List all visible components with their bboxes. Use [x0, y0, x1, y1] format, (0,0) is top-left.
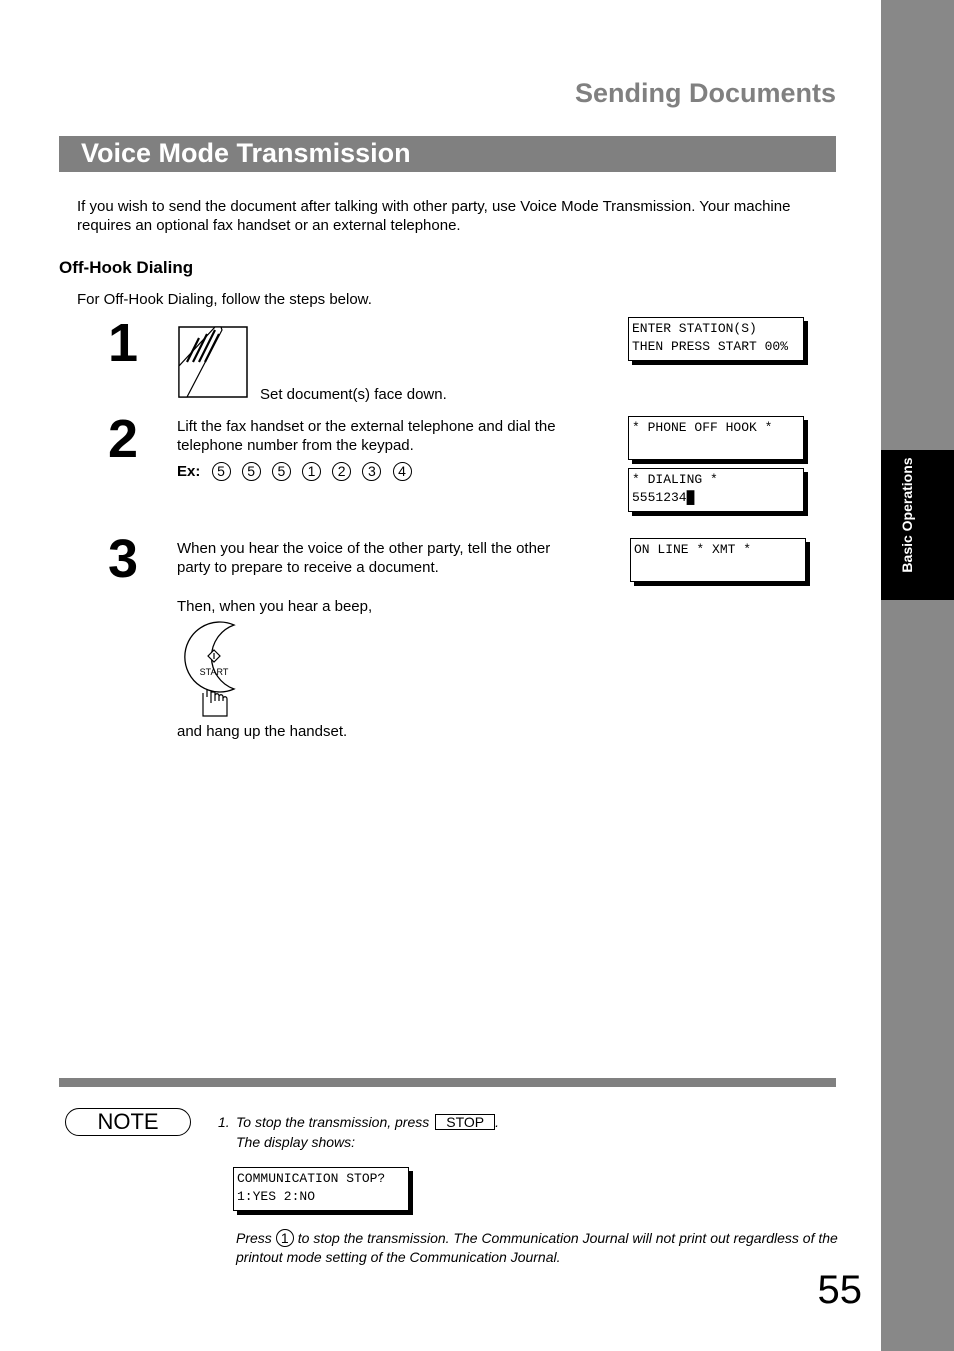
step-2-text: Lift the fax handset or the external telephone and dial the telephone number from the keypad. [177, 418, 556, 454]
lcd-line: * DIALING * [632, 472, 718, 487]
keypad-key: 5 [242, 462, 261, 481]
note-item-number: 1. [218, 1114, 230, 1130]
intro-paragraph: If you wish to send the document after talking with other party, use Voice Mode Transmission. Your machine requires an optional fax handset or an external telephone. [77, 198, 791, 234]
keypad-key: 5 [212, 462, 231, 481]
note-line-1 [236, 1113, 499, 1132]
start-button-label: START [199, 667, 229, 677]
stop-key: STOP [435, 1114, 495, 1130]
keypad-key: 1 [302, 462, 321, 481]
page-title: Voice Mode Transmission [81, 138, 411, 168]
example-label: Ex: [177, 463, 201, 480]
step-3-text-3: and hang up the handset. [177, 723, 348, 740]
note-divider [59, 1078, 836, 1087]
keypad-key: 4 [393, 462, 412, 481]
lcd-line: * PHONE OFF HOOK * [632, 420, 773, 435]
lcd-line: ON LINE * XMT * [634, 542, 752, 557]
sub-intro: For Off-Hook Dialing, follow the steps below. [77, 291, 372, 308]
lcd-line: 1:YES 2:NO [237, 1189, 316, 1204]
step-3-text-2: Then, when you hear a beep, [177, 598, 373, 615]
step-3-text: When you hear the voice of the other party, tell the other party to prepare to receive a document. [177, 540, 551, 576]
step-1-number: 1 [108, 313, 139, 373]
keypad-key: 5 [272, 462, 291, 481]
note-text: To stop the transmission, press [236, 1114, 430, 1130]
step-3-number: 3 [108, 529, 139, 589]
document-icon [177, 326, 249, 398]
note-press: Press [236, 1230, 272, 1246]
lcd-line: ENTER STATION(S) [632, 321, 757, 336]
start-button [177, 621, 251, 717]
lcd-line: 5551234█ [632, 490, 695, 505]
note-line-2: The display shows: [236, 1134, 356, 1150]
keypad-key: 3 [362, 462, 381, 481]
step-1-text: Set document(s) face down. [260, 386, 447, 403]
keypad-key: 2 [332, 462, 351, 481]
lcd-enter-station [628, 317, 804, 361]
lcd-dialing [628, 468, 804, 512]
page-number: 55 [817, 1268, 862, 1312]
keypad-key: 1 [276, 1229, 294, 1247]
note-badge: NOTE [65, 1108, 191, 1136]
example-row [177, 462, 412, 481]
side-tab-label: Basic Operations [899, 457, 915, 573]
lcd-on-line [630, 538, 806, 582]
lcd-communication-stop [233, 1167, 409, 1211]
lcd-line: THEN PRESS START 00% [632, 339, 789, 354]
lcd-phone-off-hook [628, 416, 804, 460]
note-line-3 [236, 1229, 842, 1267]
note-period: . [495, 1114, 500, 1130]
lcd-line: COMMUNICATION STOP? [237, 1171, 386, 1186]
sub-heading: Off-Hook Dialing [59, 258, 194, 277]
section-header: Sending Documents [574, 78, 836, 108]
side-bar [881, 0, 954, 1351]
note-text: to stop the transmission. The Communication Journal will not print out regardless of the printout mode setting of the Communication Journal. [236, 1230, 838, 1265]
step-2-number: 2 [108, 409, 139, 469]
